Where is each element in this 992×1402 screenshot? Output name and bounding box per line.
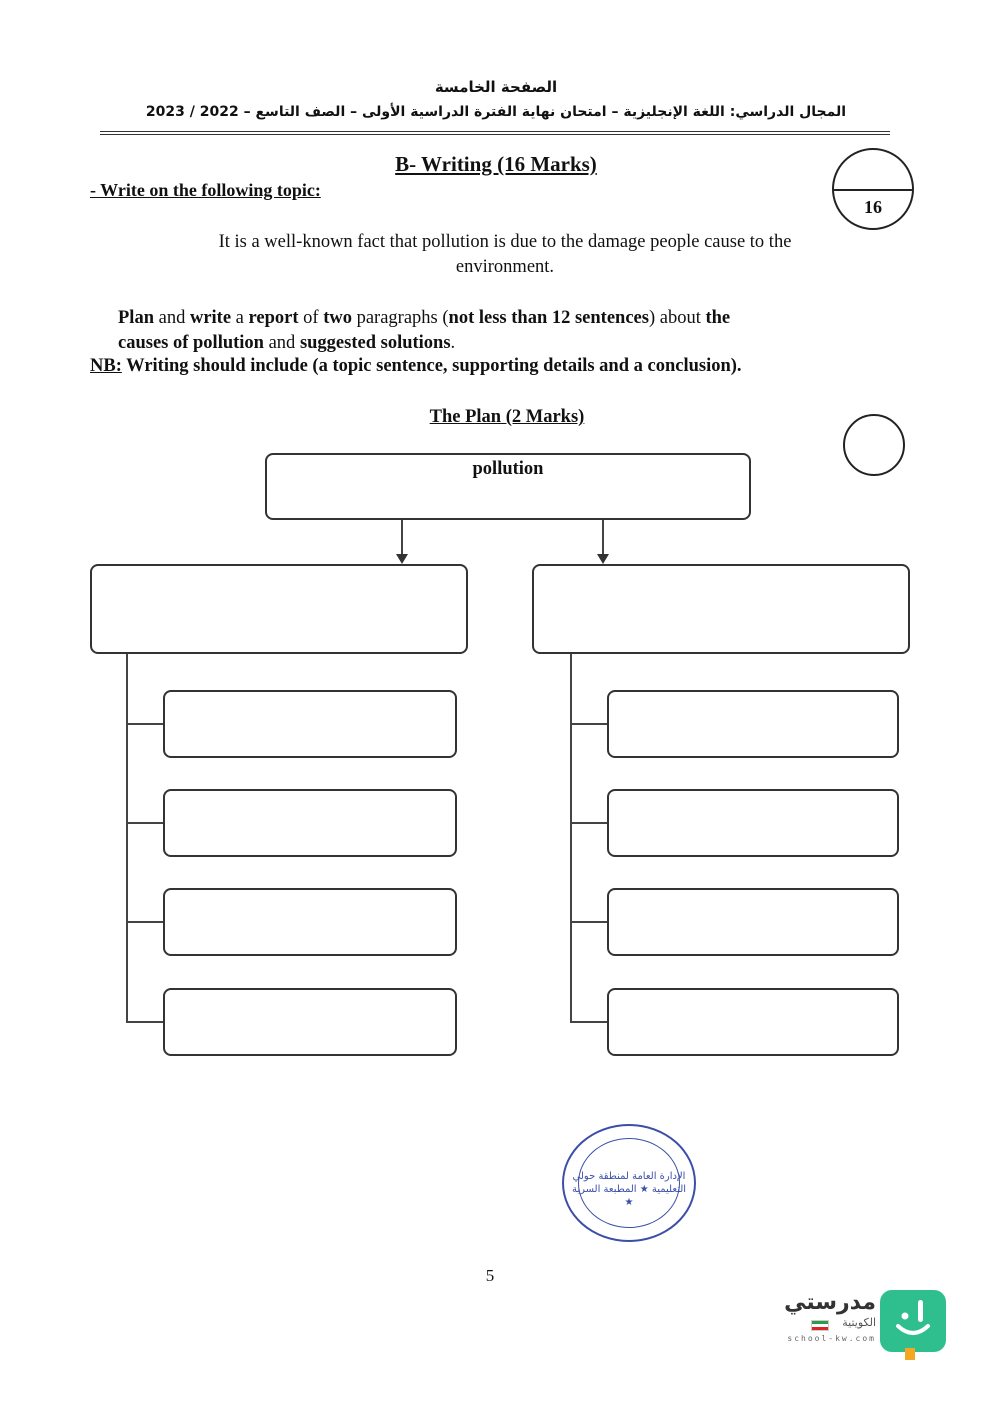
header-rule [100,131,890,135]
left-connector [126,921,164,923]
left-connector [126,723,164,725]
plan-score-circle [843,414,905,476]
right-detail-box[interactable] [607,789,899,857]
topic-label: - Write on the following topic: [90,180,321,200]
left-connector [126,822,164,824]
logo-name: مدرستي [784,1290,876,1315]
left-detail-box[interactable] [163,888,457,956]
branch-box-left[interactable] [90,564,468,654]
subject-line: المجال الدراسي: اللغة الإنجليزية – امتحان نهاية الفترة الدراسية الأولى – الصف التاسع – 2022 / 2023 [145,104,847,120]
task-line-1: Plan and write a report of two paragraphs (not less than 12 sentences) about the [118,308,731,328]
score-circle [832,148,914,230]
logo-smile-icon [880,1290,946,1352]
arrow-left-head [396,554,408,564]
total-score: 16 [864,197,882,217]
logo-sub: الكويتية [842,1316,876,1329]
arrow-right-head [597,554,609,564]
left-connector [126,1021,164,1023]
prompt-line-2: environment. [455,257,555,277]
score-divider [834,189,912,191]
right-detail-box[interactable] [607,988,899,1056]
logo-badge-icon [880,1290,946,1352]
right-tree-trunk [570,654,572,1022]
official-stamp [562,1124,696,1242]
prompt-line-1: It is a well-known fact that pollution is due to the damage people cause to the [218,232,792,252]
left-detail-box[interactable] [163,690,457,758]
logo-url: school-kw.com [787,1334,876,1343]
plan-title: The Plan (2 Marks) [429,407,585,427]
left-detail-box[interactable] [163,988,457,1056]
page-number: 5 [485,1266,495,1285]
right-detail-box[interactable] [607,690,899,758]
root-label: pollution [472,459,544,479]
section-title: B- Writing (16 Marks) [395,152,597,176]
stamp-text: الإدارة العامة لمنطقة حولي التعليمية ★ المطبعة السرية ★ [571,1171,687,1208]
right-detail-box[interactable] [607,888,899,956]
task-line-2: causes of pollution and suggested solutions. [118,333,456,353]
left-detail-box[interactable] [163,789,457,857]
right-connector [570,1021,608,1023]
nb-note: NB: Writing should include (a topic sentence, supporting details and a conclusion). [90,356,742,376]
right-connector [570,921,608,923]
logo-bookmark-icon [905,1348,915,1360]
right-connector [570,723,608,725]
branch-box-right[interactable] [532,564,910,654]
kuwait-flag-icon [811,1320,829,1331]
right-connector [570,822,608,824]
left-tree-trunk [126,654,128,1022]
root-box[interactable] [265,453,751,520]
page-label: الصفحة الخامسة [434,78,558,96]
